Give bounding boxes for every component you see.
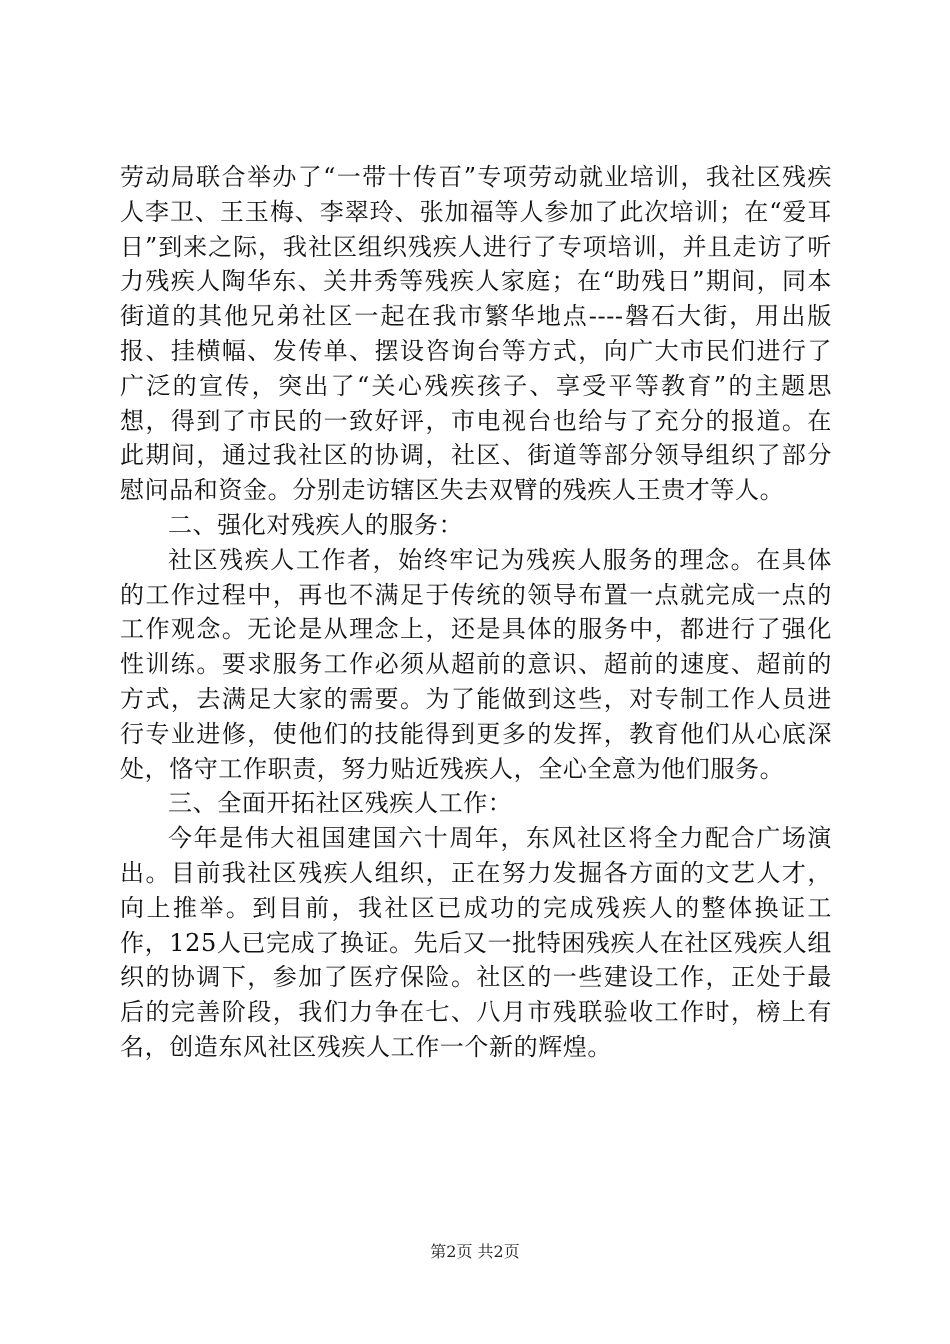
paragraph-work-expansion: 今年是伟大祖国建国六十周年，东风社区将全力配合广场演出。目前我社区残疾人组织，正在努力发掘各方面的文艺人才，向上推举。到目前，我社区已成功的完成残疾人的整体换证工作，125人已完成了换证。先后又一批特困残疾人在社区残疾人组织的协调下，参加了医疗保险。社区的一些建设工作，正处于最后的完善阶段，我们力争在七、八月市残联验收工作时，榜上有名，创造东风社区残疾人工作一个新的辉煌。: [120, 824, 832, 1061]
section-heading-3: 三、全面开拓社区残疾人工作：: [168, 789, 513, 818]
paragraph-service: 社区残疾人工作者，始终牢记为残疾人服务的理念。在具体的工作过程中，再也不满足于传统的领导布置一点就完成一点的工作观念。无论是从理念上，还是具体的服务中，都进行了强化性训练。要求服务工作必须从超前的意识、超前的速度、超前的方式，去满足大家的需要。为了能做到这些，对专制工作人员进行专业进修，使他们的技能得到更多的发挥，教育他们从心底深处，恪守工作职责，努力贴近残疾人，全心全意为他们服务。: [120, 545, 832, 783]
document-body: [120, 160, 832, 1065]
paragraph-continuation: 劳动局联合举办了“一带十传百”专项劳动就业培训，我社区残疾人李卫、王玉梅、李翠玲、张加福等人参加了此次培训；在“爱耳日”到来之际，我社区组织残疾人进行了专项培训，并且走访了听力残疾人陶华东、关井秀等残疾人家庭；在“助残日”期间，同本街道的其他兄弟社区一起在我市繁华地点----磐石大街，用出版报、挂横幅、发传单、摆设咨询台等方式，向广大市民们进行了广泛的宣传，突出了“关心残疾孩子、享受平等教育”的主题思想，得到了市民的一致好评，市电视台也给与了充分的报道。在此期间，通过我社区的协调，社区、街道等部分领导组织了部分慰问品和资金。分别走访辖区失去双臂的残疾人王贵才等人。: [120, 163, 832, 505]
page-footer: 第2页 共2页: [430, 1242, 520, 1261]
section-heading-2: 二、强化对残疾人的服务：: [168, 510, 464, 539]
